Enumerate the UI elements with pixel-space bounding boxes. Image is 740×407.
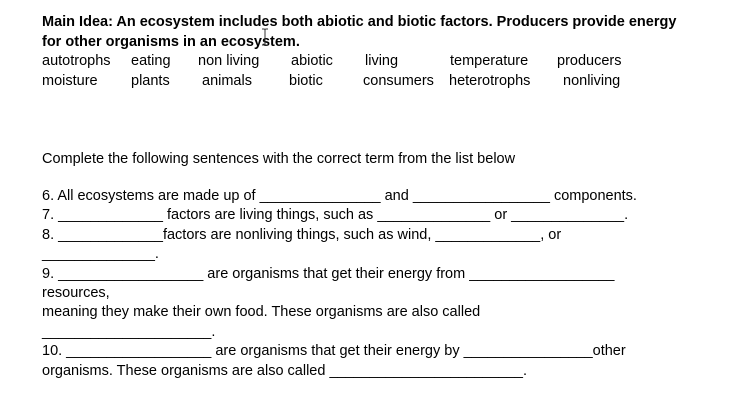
question-9-continued: resources, (42, 285, 110, 301)
word-bank-item: living (365, 53, 399, 69)
question-8-continued: ______________. (42, 246, 159, 262)
question-9-blank: _____________________. (42, 324, 216, 340)
word-bank-item: biotic (289, 73, 323, 89)
word-bank-item: producers (557, 53, 622, 69)
worksheet (42, 12, 722, 379)
question-9-continued: meaning they make their own food. These organisms are also called (42, 304, 481, 320)
word-bank-item: heterotrophs (449, 73, 531, 89)
question-9: 9. __________________ are organisms that get their energy from __________________ (42, 266, 615, 282)
word-bank-item: consumers (363, 73, 434, 89)
word-bank-item: nonliving (563, 73, 621, 89)
main-idea: Main Idea: An ecosystem includes both abiotic and biotic factors. Producers provide energy for other organisms in an ecosystem. (42, 14, 677, 50)
word-bank-item: abiotic (291, 53, 333, 69)
text-cursor-icon (261, 28, 269, 46)
word-bank-item: non living (198, 53, 260, 69)
word-bank (42, 52, 722, 92)
instructions: Complete the following sentences with the correct term from the list below (42, 151, 516, 167)
word-bank-item: animals (202, 73, 252, 89)
word-bank-item: eating (131, 53, 171, 69)
word-bank-item: temperature (450, 53, 529, 69)
question-6: 6. All ecosystems are made up of _______________ and _________________ components. (42, 188, 637, 204)
question-10-continued: organisms. These organisms are also called ________________________. (42, 363, 528, 379)
question-10: 10. __________________ are organisms that get their energy by ________________other (42, 343, 626, 359)
question-8: 8. _____________factors are nonliving things, such as wind, _____________, or (42, 227, 562, 243)
word-bank-item: autotrophs (42, 53, 111, 69)
word-bank-item: moisture (42, 73, 98, 89)
word-bank-item: plants (131, 73, 170, 89)
question-7: 7. _____________ factors are living things, such as ______________ or ______________. (42, 207, 629, 223)
